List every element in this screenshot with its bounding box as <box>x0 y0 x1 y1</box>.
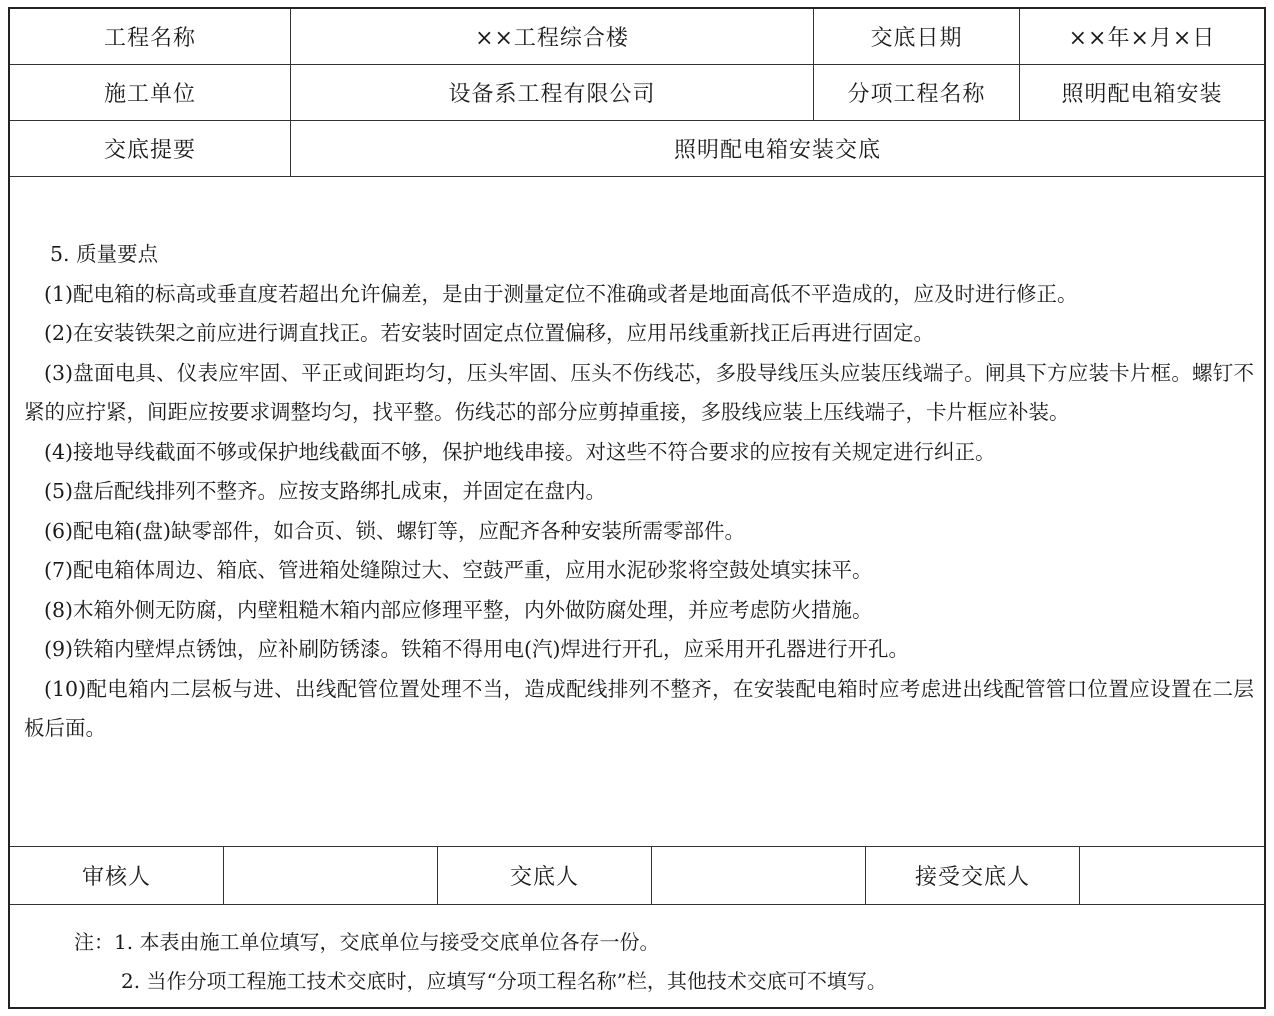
list-item: (6)配电箱(盘)缺零部件，如合页、锁、螺钉等，应配齐各种安装所需零部件。 <box>44 518 746 543</box>
subproject-value: 照明配电箱安装 <box>1061 82 1223 107</box>
unit-value: 设备系工程有限公司 <box>291 65 814 120</box>
receiver-label: 接受交底人 <box>866 847 1080 904</box>
reviewer-field[interactable] <box>224 847 438 904</box>
form-notes <box>10 905 1264 1007</box>
reviewer-label: 审核人 <box>10 847 224 904</box>
unit-label: 施工单位 <box>10 65 291 120</box>
list-item: (3)盘面电具、仪表应牢固、平正或间距均匀，压头牢固、压头不伤线芯，多股导线压头应装压线端子。闸具下方应装卡片框。螺钉不紧的应拧紧，间距应按要求调整均匀，找平整。伤线芯的部分应剪掉重接，多股线应装上压线端子，卡片框应补装。 <box>24 360 1254 424</box>
summary-label: 交底提要 <box>10 121 291 176</box>
header-row-summary <box>10 121 1264 177</box>
signature-row <box>10 847 1264 905</box>
list-item: (2)在安装铁架之前应进行调直找正。若安装时固定点位置偏移，应用吊线重新找正后再进行固定。 <box>44 321 935 345</box>
header-row-project <box>10 9 1264 65</box>
note-1: 注：1. 本表由施工单位填写，交底单位与接受交底单位各存一份。 <box>74 930 660 954</box>
list-item: (1)配电箱的标高或垂直度若超出允许偏差，是由于测量定位不准确或者是地面高低不平造成的，应及时进行修正。 <box>44 281 1078 306</box>
date-label: 交底日期 <box>814 9 1020 64</box>
discloser-label: 交底人 <box>438 847 652 904</box>
header-row-unit <box>10 65 1264 121</box>
project-name-label: 工程名称 <box>10 9 291 64</box>
receiver-field[interactable] <box>1080 847 1264 904</box>
section-heading: 5. 质量要点 <box>50 242 159 266</box>
list-item: (5)盘后配线排列不整齐。应按支路绑扎成束，并固定在盘内。 <box>44 479 607 503</box>
list-item: (8)木箱外侧无防腐，内壁粗糙木箱内部应修理平整，内外做防腐处理，并应考虑防火措施。 <box>44 597 873 622</box>
discloser-field[interactable] <box>652 847 866 904</box>
date-value: ××年×月×日 <box>1068 26 1216 51</box>
project-name-value: ××工程综合楼 <box>291 9 814 64</box>
list-item: (4)接地导线截面不够或保护地线截面不够，保护地线串接。对这些不符合要求的应按有关规定进行纠正。 <box>44 439 996 464</box>
list-item: (7)配电箱体周边、箱底、管进箱处缝隙过大、空鼓严重，应用水泥砂浆将空鼓处填实抹平。 <box>44 558 873 582</box>
list-item: (9)铁箱内壁焊点锈蚀，应补刷防锈漆。铁箱不得用电(汽)焊进行开孔，应采用开孔器进行开孔。 <box>44 637 910 661</box>
technical-disclosure-form <box>8 7 1266 1009</box>
note-2: 2. 当作分项工程施工技术交底时，应填写“分项工程名称”栏，其他技术交底可不填写。 <box>121 969 887 993</box>
subproject-label: 分项工程名称 <box>814 65 1020 120</box>
list-item: (10)配电箱内二层板与进、出线配管位置处理不当，造成配线排列不整齐，在安装配电箱时应考虑进出线配管管口位置应设置在二层板后面。 <box>24 676 1254 740</box>
summary-value: 照明配电箱安装交底 <box>673 138 881 163</box>
disclosure-content <box>10 177 1264 847</box>
